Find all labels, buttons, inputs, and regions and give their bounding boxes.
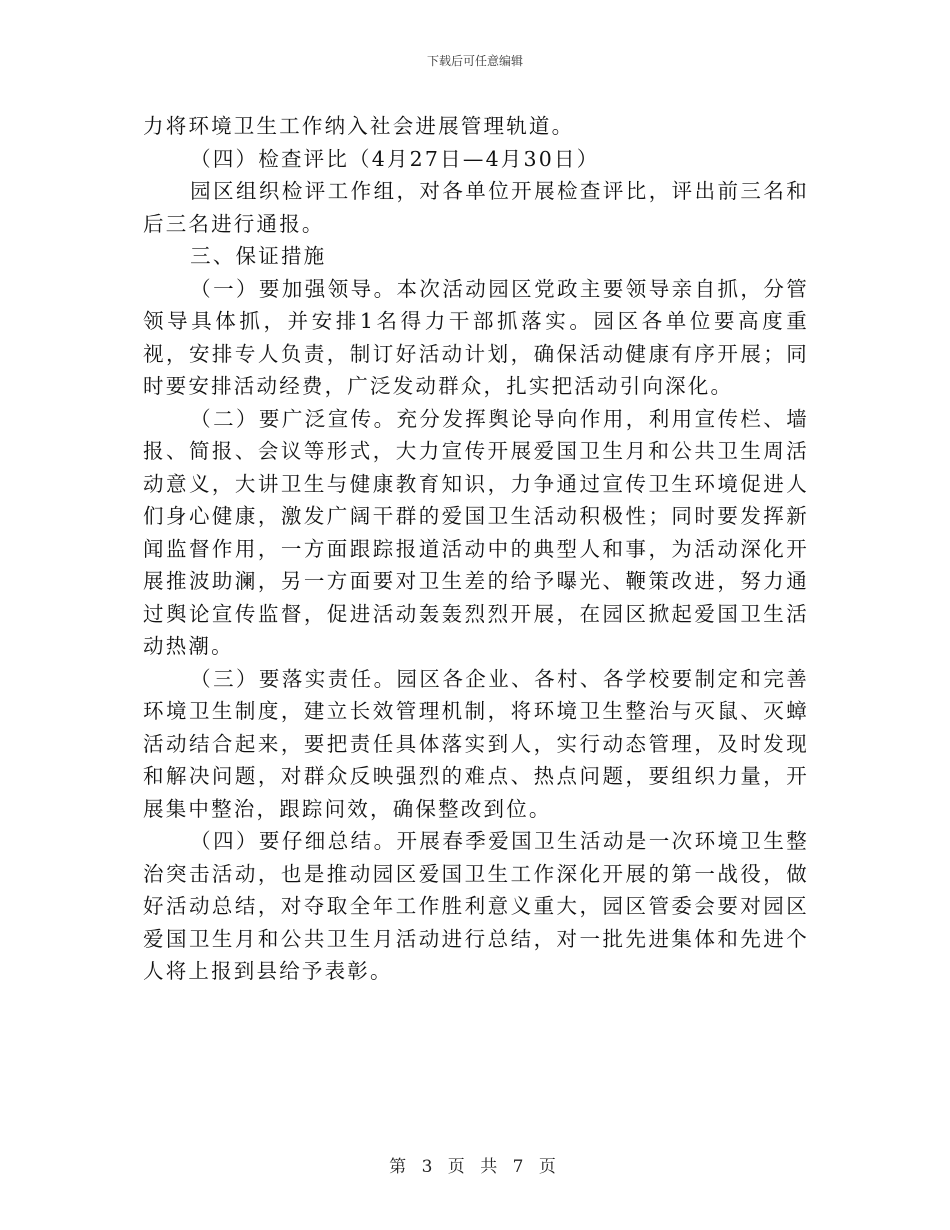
paragraph-responsibility: （三）要落实责任。园区各企业、各村、各学校要制定和完善环境卫生制度，建立长效管理机制，将环境卫生整治与灭鼠、灭蟑活动结合起来，要把责任具体落实到人，实行动态管理，及时发现和解决问题，对群众反映强烈的难点、热点问题，要组织力量，开展集中整治，跟踪问效，确保整改到位。 (143, 666, 809, 821)
paragraph-publicity: （二）要广泛宣传。充分发挥舆论导向作用，利用宣传栏、墙报、简报、会议等形式，大力宣传开展爱国卫生月和公共卫生周活动意义，大讲卫生与健康教育知识，力争通过宣传卫生环境促进人们身心健康，激发广阔干群的爱国卫生活动积极性；同时要发挥新闻监督作用，一方面跟踪报道活动中的典型人和事，为活动深化开展推波助澜，另一方面要对卫生差的给予曝光、鞭策改进，努力通过舆论宣传监督，促进活动轰轰烈烈开展，在园区掀起爱国卫生活动热潮。 (143, 406, 809, 658)
section-heading-measures: 三、保证措施 (190, 244, 327, 268)
section-heading-inspection: （四）检查评比（4月27日—4月30日） (190, 146, 600, 171)
document-body (143, 110, 809, 988)
paragraph-leadership: （一）要加强领导。本次活动园区党政主要领导亲自抓，分管领导具体抓，并安排1名得力干部抓落实。园区各单位要高度重视，安排专人负责，制订好活动计划，确保活动健康有序开展；同时要安排活动经费，广泛发动群众，扎实把活动引向深化。 (143, 276, 809, 398)
paragraph: 力将环境卫生工作纳入社会进展管理轨道。 (143, 114, 575, 138)
page-header: 下载后可任意编辑 (426, 54, 523, 68)
page-number: 第 3 页 共 7 页 (389, 1157, 561, 1177)
paragraph-summary: （四）要仔细总结。开展春季爱国卫生活动是一次环境卫生整治突击活动，也是推动园区爱国卫生工作深化开展的第一战役，做好活动总结，对夺取全年工作胜利意义重大，园区管委会要对园区爱国卫生月和公共卫生月活动进行总结，对一批先进集体和先进个人将上报到县给予表彰。 (143, 829, 809, 983)
paragraph: 园区组织检评工作组，对各单位开展检查评比，评出前三名和后三名进行通报。 (143, 179, 809, 236)
